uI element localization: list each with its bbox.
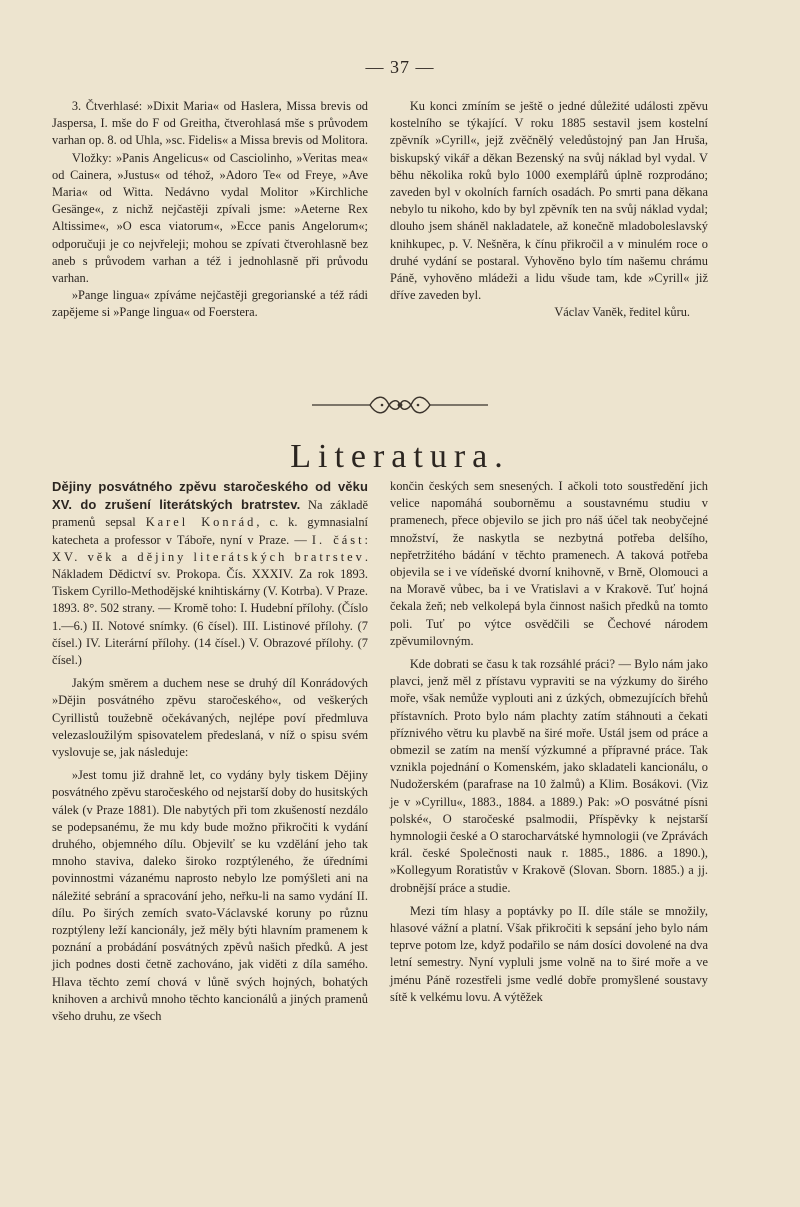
paragraph-vlozky: Vložky: »Panis Angelicus« od Casciolinho, »Veritas mea« od Cainera, »Justus« od téhož, »Adoro Te« od Freye, »Ave Maria« od Witta. Nedávno vydal Molitor »Kirchliche Gesänge«, z nichž nejčastěji zpívali jsme: »Aeterne Rex Altissime«, »O esca viatorum«, »Ecce panis Angelorum«; odporučuji je co nejvřeleji; mohou se zpívati čtverohlasně bez aneb s průvodem varhan a též i jednohlasně při průvodu varhan. [52,150,368,286]
paragraph-ctverhlase: 3. Čtverhlasé: »Dixit Maria« od Haslera, Missa brevis od Jaspersa, I. mše do F od Greitha, čtverohlasá mše s průvodem varhan op. 8. od Uhla, »sc. Fidelis« a Missa brevis od Molitora. [52,99,368,148]
article-meta-a: Na základě pramenů sepsal [52,498,368,530]
paragraph-continuation: končin českých sem snesených. I ačkoli toto soustředění jich velice napomáhá souborněmu a soustavnému studiu v pramenech, přece objevilo se jich pro náš účel tak neobyčejné množství, že naskytla se nezbytná potřeba delšího, nepřetržitého bádání v těchto pramenech. A taková potřeba objevila se i ve vídeňské dvorní knihovně, v Brně, Olomouci a na Moravě vůbec, ba i ve Vratislavi a v Krakově. Tuť hojná čekala žeň; neb velkolepá byla činnost našich předků na tomto poli. Tuť po výtce osvědčili se Čechové národem zpěvumilovným. [390,479,708,648]
paragraph-sea-voyage: Kde dobrati se času k tak rozsáhlé práci? — Bylo nám jako plavci, jenž měl z přístavu vypraviti se na výzkumy do širého moře, však nemůže vyplouti ani z úzkých, obmezujících břehů přístavních. Proto bylo nám plachty zatím stáhnouti a čekati příznivého větru ku plavbě na širé moře. Ustál jsem od práce a obmezil se zatím na menší výzkumné a přípravné práce. Tak vznikla pojednání o Komenském, jako skladateli kancionálu, o Nudožerském (parafrase na 10 žalmů) a Klim. Bosákovi. (Viz je v »Cyrillu«, 1883., 1884. a 1889.) Pak: »O posvátné písni polské«, O staročeské psalmodii, Příspěvky k nejstarší hymnologii české a O starocharvátské hymnologii (ve Zprávách král. české Společnosti nauk r. 1885., 1886. a 1890.), »Kollegyum Roratistův v Krakově (Slovan. Sborn. 1885.) a jj. drobnější práce a studie. [390,657,708,895]
bottom-right-column [390,478,708,1006]
paragraph-pange-lingua: »Pange lingua« zpíváme nejčastěji gregorianské a též rádi zapějeme si »Pange lingua« od Foerstera. [52,288,368,320]
signature: Václav Vaněk, ředitel kůru. [554,305,690,320]
article-meta-c: : [364,532,368,547]
paragraph-quote: »Jest tomu již drahně let, co vydány byly tiskem Dějiny posvátného zpěvu staročeského od nejstarší doby do husitských válek (v Praze 1881). Dle nabytých při tom zkušeností nezdálo se podepsanému, že mu kdy bude možno přikročiti k vydání druhého, objemného dílu. Objevilť se ku vzdělání jeho tak mnoho staviva, daleko široko rozptýleného, že úředními povinnostmi vázanému naprosto nebylo lze pomýšleti ani na náležité sebrání a spracování jeho, neřku-li na samo vydání II. dílu. Po širých zemích svato-Václavské koruny po různu rozptýleny leží kancionály, jež měly býti hlavním pramenem k poznání a probádání posvátných zpěvů našich předků. A jest jich podnes dosti četně zachováno, jak viděti z díla samého. Hlava těchto zemí chová v lůně svých hojných, bohatých knihoven a archivů mnoho těchto kancionálů a jiných pramenů všeho druhu, ze všech [52,768,368,1024]
page-number: — 37 — [365,57,435,77]
paragraph-second-part: Mezi tím hlasy a poptávky po II. díle stále se množily, hlasové vážní a platní. Však přikročiti k sepsání jeho bylo nám teprve potom lze, když podařilo se nám dosíci dovolené na dva letní semestry. Nyní vypluli jsme volně na to širé moře a ve jménu Páně rozestřeli jsme vedlé dobře promyšlené soustavy sítě k velkému lovu. A výtěžek [390,903,708,1004]
ornament-divider-icon [312,391,488,419]
article-meta-d: . Nákladem Dědictví sv. Prokopa. Čís. XXXIV. Za rok 1893. Tiskem Cyrillo-Methodějské knihtiskárny (V. Kotrba). V Praze. 1893. 8°. 502 strany. — Kromě toho: I. Hudební přílohy. (Číslo 1.—6.) II. Notové snímky. (6 čísel). III. Listinové přílohy. (7 čísel.) IV. Literární přílohy. (14 čísel.) V. Obrazové přílohy. (7 čísel.) [52,549,368,668]
article-meta-b: , c. k. gymnasialní katecheta a professor v Táboře, nyní v Praze. — [52,515,368,547]
article-author: Karel Konrád [145,515,257,530]
top-left-column [52,98,368,322]
paragraph-intro: Jakým směrem a duchem nese se druhý díl Konrádových »Dějin posvátného zpěvu staročeského«, od veškerých Cyrillistů toužebně očekávaných, nejlépe poví předmluva velezasloužilým spisovatelem předeslaná, v níž o spisu svém vyslovuje se, jak následuje: [52,676,368,760]
bottom-left-column [52,478,368,1025]
article-title: Dějiny posvátného zpěvu staročeského od věku XV. do zrušení literátských bratrstev. [52,479,368,513]
paragraph-cyrill: Ku konci zmíním se ještě o jedné důležité události zpěvu kostelního se týkající. V roku 1885 sestavil jsem kostelní zpěvník »Cyrill«, jejž zvěčnělý veledůstojný pan Jan Hruša, biskupský vikář a děkan Bezenský na svůj náklad byl vydal. V běhu několika roků bylo 1000 exemplářů úplně rozprodáno; zaveden byl v okolních farních osadách. Po smrti pana děkana nebylo tu nikoho, kdo by byl zpěvník ten na svůj náklad vydal; dlouho jsem sháněl nakladatele, až konečně mladoboleslavský knihkupec, p. V. Nešněra, k čínu přikročil a v minulém roce o druhé vydání se postaral. Vyhověno bylo tím našemu chrámu Páně, vyhověno mládeži a lidu všude tam, kde »Cyrill« již dříve zaveden byl. [390,99,708,303]
article-part-label: I. část [311,532,365,547]
section-title: Literatura. [290,438,510,475]
article-part-title: XV. věk a dějiny literátských bratrstev [52,549,365,564]
top-right-column [390,98,708,322]
article-header [52,478,368,669]
